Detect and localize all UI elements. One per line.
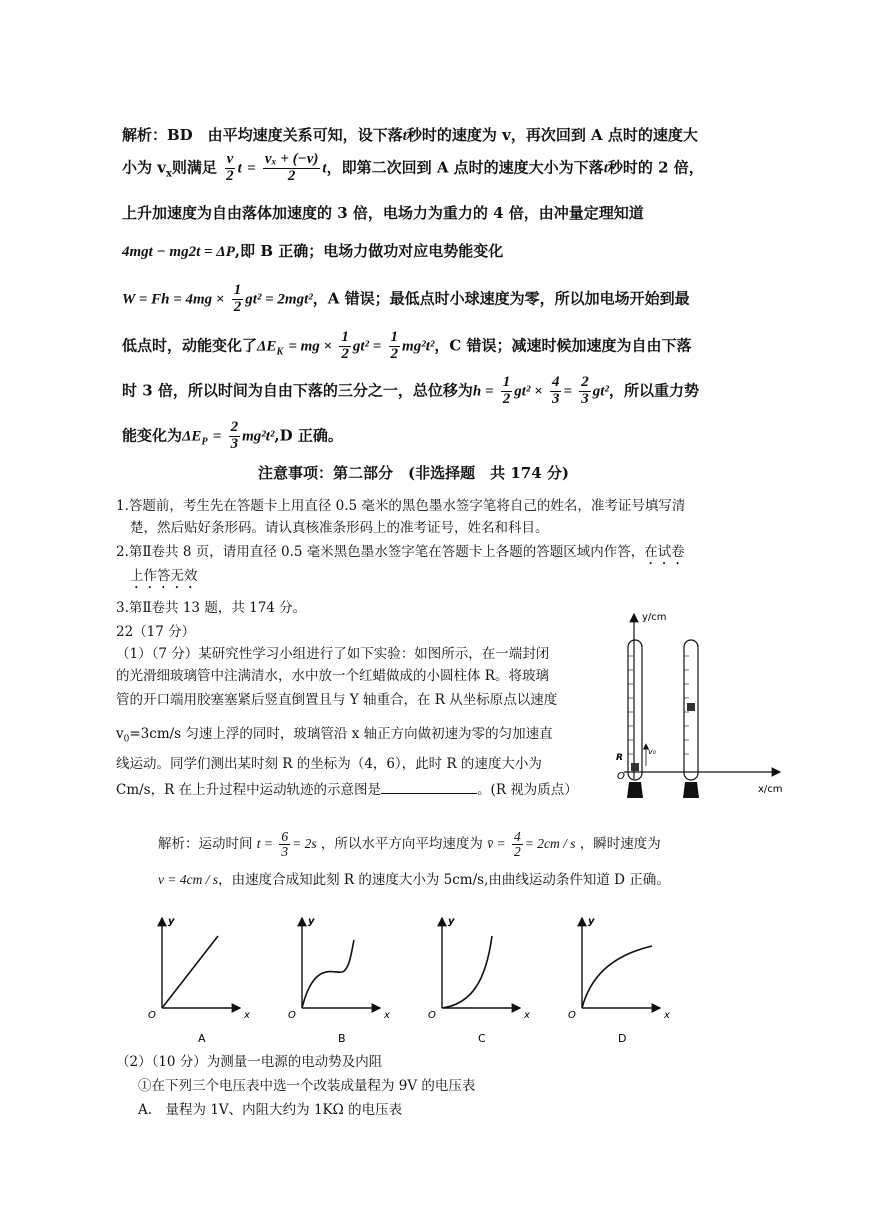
svg-text:O: O <box>288 1010 296 1021</box>
glass-tube-figure <box>612 604 802 804</box>
notice-item-2a: 2.第Ⅱ卷共 8 页，请用直径 0.5 毫米黑色墨水签字笔在答题卡上各题的答题区域内作答，在试卷 <box>116 544 685 560</box>
q22-heading: 22（17 分） <box>116 624 196 640</box>
svg-text:y: y <box>168 916 175 927</box>
notice-item-1a: 1.答题前，考生先在答题卡上用直径 0.5 毫米的黑色墨水签字笔将自己的姓名，准考证号填写清 <box>116 498 686 514</box>
analysis1-line2: 小为 $v_x$则满足 $\frac{v}{2}$ t = $\frac{\text{vₓ + (−v)}}{2}$ t，即第二次回到 A 点时的速度大小为下落t秒时的 2 倍， <box>122 151 704 184</box>
svg-text:y: y <box>448 916 455 927</box>
graph-b-label: B <box>338 1032 346 1045</box>
analysis2-line2: v = 4cm / s，由速度合成知此刻 R 的速度大小为 5cm/s,由曲线运动条件知道 D 正确。 <box>158 872 670 888</box>
y-axis-label: y/cm <box>642 612 667 623</box>
analysis2-line1: 解析：运动时间 t = $\frac{6}{3}$ = 2s ，所以水平方向平均速度为 v̄ = $\frac{4}{2}$ = 2cm / s ，瞬时速度为 <box>158 829 661 860</box>
fraction-v-over-2: $\frac{v}{2}$ <box>226 151 234 184</box>
analysis1-line1: 解析：BD 由平均速度关系可知，设下落t秒时的速度为 v，再次回到 A 点时的速度大 <box>122 126 698 144</box>
graph-a[interactable] <box>148 916 250 1045</box>
x-axis-label: x/cm <box>758 784 783 795</box>
analysis1-line4: 4mgt − mg2t = ΔP,即 B 正确；电场力做功对应电势能变化 <box>122 242 504 260</box>
graph-d-label: D <box>618 1032 627 1045</box>
tube-left <box>627 640 643 798</box>
svg-text:y: y <box>308 916 315 927</box>
graph-a-label: A <box>198 1032 206 1045</box>
trajectory-graphs <box>140 908 700 1050</box>
q22-line3: 管的开口端用胶塞塞紧后竖直倒置且与 Y 轴重合，在 R 从坐标原点以速度 <box>116 692 558 708</box>
tube-right <box>683 640 699 798</box>
graph-b[interactable] <box>288 916 390 1045</box>
graph-c[interactable] <box>428 916 530 1045</box>
graph-d[interactable] <box>568 916 670 1045</box>
q22-line2: 的光滑细玻璃管中注满清水，水中放一个红蜡做成的小圆柱体 R。将玻璃 <box>116 668 549 684</box>
q22-line6: Cm/s，R 在上升过程中运动轨迹的示意图是 。(R 视为质点） <box>116 778 578 798</box>
notice-item-3: 3.第Ⅱ卷共 13 题，共 174 分。 <box>116 600 307 616</box>
svg-text:x: x <box>244 1010 250 1021</box>
svg-text:x: x <box>384 1010 390 1021</box>
analysis1-line5: W = Fh = 4mg × $\frac{1}{2}$ gt² = 2mgt²，A 错误；最低点时小球速度为零，所以加电场开始到最 <box>122 282 690 315</box>
graph-c-label: C <box>478 1032 486 1045</box>
part2-heading: （2）（10 分）为测量一电源的电动势及内阻 <box>116 1054 383 1070</box>
svg-text:x: x <box>664 1010 670 1021</box>
q22-line1: （1）（7 分）某研究性学习小组进行了如下实验：如图所示，在一端封闭 <box>116 646 550 662</box>
svg-text:y: y <box>588 916 595 927</box>
answer-blank[interactable] <box>381 779 477 794</box>
part2-step1: ①在下列三个电压表中选一个改装成量程为 9V 的电压表 <box>138 1078 476 1094</box>
notice-title: 注意事项：第二部分 (非选择题 共 174 分) <box>258 464 569 482</box>
notice-item-2b: 上作答无效 <box>130 568 198 584</box>
svg-text:x: x <box>524 1010 530 1021</box>
notice-item-1b: 楚，然后贴好条形码。请认真核准条形码上的准考证号，姓名和科目。 <box>130 520 549 536</box>
analysis1-line7: 时 3 倍，所以时间为自由下落的三分之一，总位移为h = $\frac{1}{2}$ gt² × $\frac{4}{3}$ = $\frac{2}{3}$ gt²，所以重力势 <box>122 374 699 407</box>
fraction-vx-minus-v: $\frac{\text{vₓ + (−v)}}{2}$ <box>264 151 319 184</box>
analysis1-line3: 上升加速度为自由落体加速度的 3 倍，电场力为重力的 4 倍，由冲量定理知道 <box>122 204 644 222</box>
q22-line4: $v_0=3cm/s$ 匀速上浮的同时，玻璃管沿 x 轴正方向做初速为零的匀加速直 <box>116 726 553 745</box>
trajectory-b <box>302 940 354 1008</box>
analysis1-line8: 能变化为$\Delta E_P$ = $\frac{2}{3}$ mg²t²,D 正确。 <box>122 419 343 452</box>
trajectory-a <box>162 936 218 1008</box>
part2-option-a: A. 量程为 1V、内阻大约为 1KΩ 的电压表 <box>138 1102 403 1118</box>
analysis1-line6: 低点时，动能变化了$\Delta E_K$ = mg × $\frac{1}{2}$ gt² = $\frac{1}{2}$ mg²t²，C 错误；减速时候加速度为自由下落 <box>122 329 692 362</box>
r-label: R <box>616 753 623 763</box>
svg-text:O: O <box>568 1010 576 1021</box>
origin-label: O <box>617 771 625 782</box>
svg-text:O: O <box>428 1010 436 1021</box>
velocity-label: v₀ <box>648 747 656 756</box>
trajectory-c <box>442 936 492 1008</box>
q22-line5: 线运动。同学们测出某时刻 R 的坐标为（4，6），此时 R 的速度大小为 <box>116 756 542 772</box>
trajectory-d <box>582 946 652 1008</box>
svg-text:O: O <box>148 1010 156 1021</box>
